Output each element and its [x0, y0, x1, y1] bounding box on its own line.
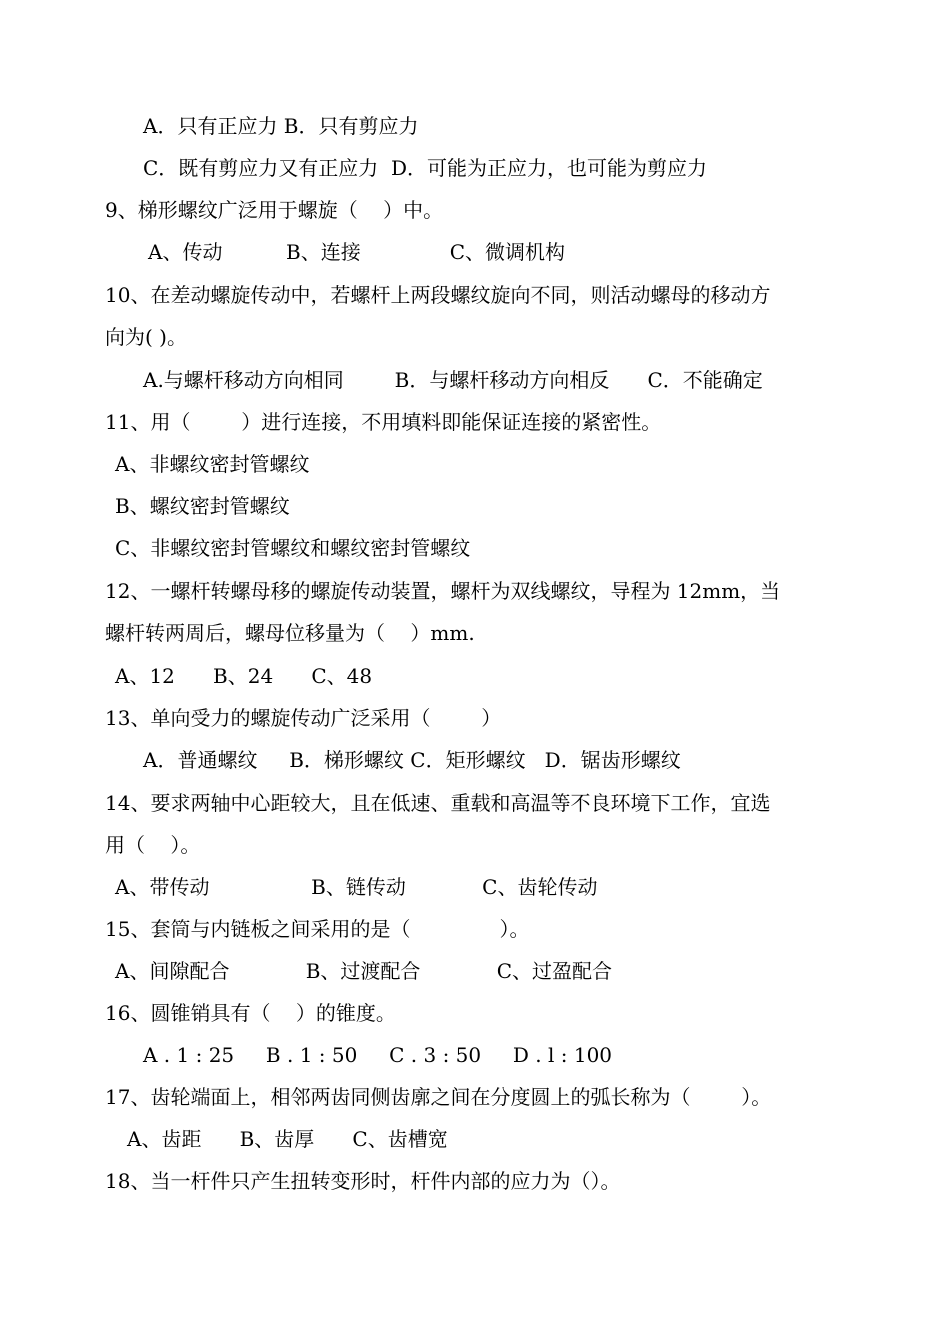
q9-options: A、传动 B、连接 C、微调机构 — [148, 240, 566, 264]
q13-options: A．普通螺纹 B．梯形螺纹 C．矩形螺纹 D．锯齿形螺纹 — [143, 748, 681, 772]
question-10: 10、在差动螺旋传动中，若螺杆上两段螺纹旋向不同，则活动螺母的移动方 — [105, 283, 771, 307]
question-14-continued: 用（ ）。 — [105, 833, 201, 857]
question-9: 9、梯形螺纹广泛用于螺旋（ ）中。 — [105, 198, 444, 222]
q11-option-a: A、非螺纹密封管螺纹 — [115, 452, 310, 476]
q17-options: A、齿距 B、齿厚 C、齿槽宽 — [127, 1127, 448, 1151]
q8-options-cd: C．既有剪应力又有正应力 D．可能为正应力，也可能为剪应力 — [143, 156, 708, 180]
question-16: 16、圆锥销具有（ ）的锥度。 — [105, 1001, 396, 1025]
q8-options-ab: A．只有正应力 B．只有剪应力 — [143, 114, 419, 138]
question-13: 13、单向受力的螺旋传动广泛采用（ ） — [105, 706, 502, 730]
question-10-continued: 向为( )。 — [105, 325, 187, 349]
question-12-continued: 螺杆转两周后，螺母位移量为（ ）mm. — [105, 621, 475, 645]
question-11: 11、用（ ）进行连接，不用填料即能保证连接的紧密性。 — [105, 410, 662, 434]
q15-options: A、间隙配合 B、过渡配合 C、过盈配合 — [115, 959, 613, 983]
q12-options: A、12 B、24 C、48 — [115, 664, 373, 688]
question-12: 12、一螺杆转螺母移的螺旋传动装置，螺杆为双线螺纹，导程为 12mm，当 — [105, 579, 781, 603]
question-17: 17、齿轮端面上，相邻两齿同侧齿廓之间在分度圆上的弧长称为（ ）。 — [105, 1085, 772, 1109]
q11-option-c: C、非螺纹密封管螺纹和螺纹密封管螺纹 — [115, 536, 471, 560]
question-14: 14、要求两轴中心距较大，且在低速、重载和高温等不良环境下工作，宜选 — [105, 791, 771, 815]
q14-options: A、带传动 B、链传动 C、齿轮传动 — [115, 875, 598, 899]
question-18: 18、当一杆件只产生扭转变形时，杆件内部的应力为（）。 — [105, 1169, 621, 1193]
q16-options: A . 1 : 25 B . 1 : 50 C . 3 : 50 D . l : 100 — [143, 1043, 613, 1067]
q11-option-b: B、螺纹密封管螺纹 — [115, 494, 290, 518]
question-15: 15、套筒与内链板之间采用的是（ ）。 — [105, 917, 530, 941]
q10-options: A.与螺杆移动方向相同 B．与螺杆移动方向相反 C．不能确定 — [143, 368, 763, 392]
